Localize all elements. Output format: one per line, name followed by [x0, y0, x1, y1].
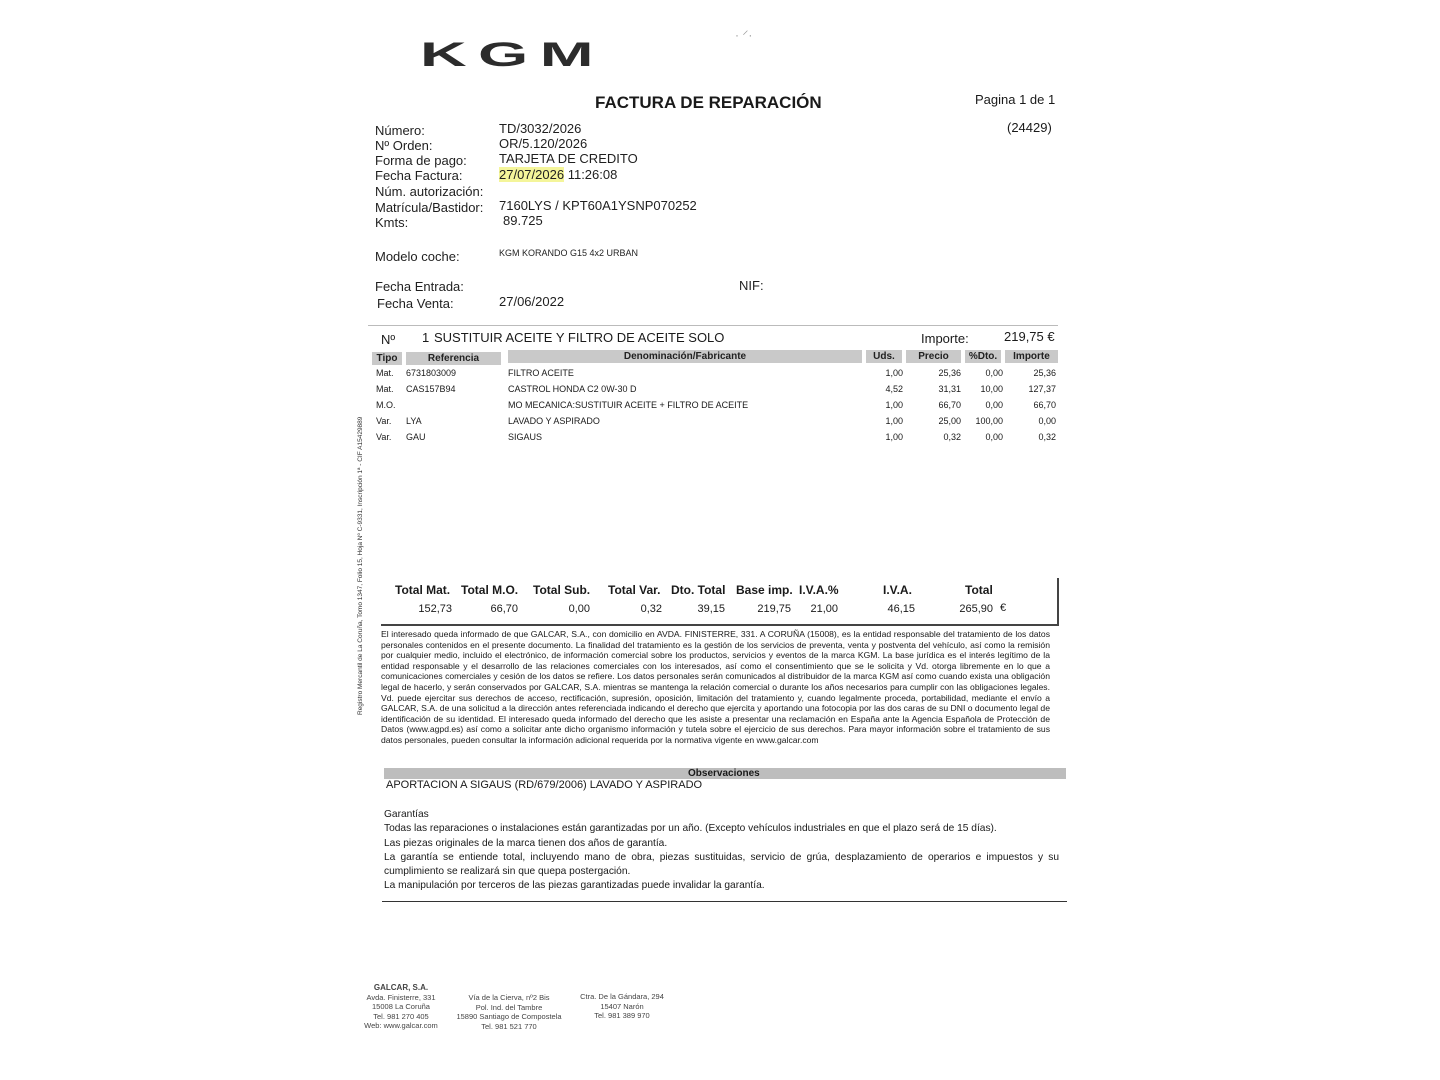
guarantee-line: Todas las reparaciones o instalaciones están garantizadas por un año. (Excepto vehículos industriales en que el plazo será de 15 días). [384, 823, 997, 835]
cell-uds: 1,00 [885, 432, 903, 442]
modelo-label: Modelo coche: [375, 249, 460, 264]
orden-value: OR/5.120/2026 [499, 136, 588, 151]
venta-label: Fecha Venta: [377, 296, 454, 311]
cell-tipo: Mat. [376, 384, 394, 394]
cell-dto: 0,00 [985, 432, 1003, 442]
cell-importe: 0,00 [1038, 416, 1056, 426]
cell-denominacion: FILTRO ACEITE [508, 368, 574, 378]
footer-line: Vía de la Cierva, nº2 Bis [468, 993, 550, 1002]
cell-dto: 0,00 [985, 368, 1003, 378]
forma-pago-value: TARJETA DE CREDITO [499, 151, 638, 166]
table-row [375, 432, 1065, 448]
iva-pct-value: 21,00 [810, 603, 838, 615]
matricula-label: Matrícula/Bastidor: [375, 200, 484, 215]
cell-tipo: Var. [376, 432, 392, 442]
totals-right-border [1057, 578, 1059, 626]
matricula-value: 7160LYS / KPT60A1YSNP070252 [499, 198, 697, 213]
col-dto: %Dto. [965, 350, 1001, 363]
dto-total-label: Dto. Total [671, 583, 726, 597]
orden-label: Nº Orden: [375, 138, 433, 153]
guarantees-title: Garantías [384, 809, 429, 820]
footer-company: GALCAR, S.A. [373, 983, 429, 992]
cell-importe: 0,32 [1038, 432, 1056, 442]
operation-description: SUSTITUIR ACEITE Y FILTRO DE ACEITE SOLO [434, 330, 725, 345]
cell-precio: 0,32 [943, 432, 961, 442]
iva-value: 46,15 [887, 603, 915, 615]
cell-uds: 1,00 [885, 416, 903, 426]
operation-importe-label: Importe: [921, 331, 969, 346]
fecha-label: Fecha Factura: [375, 168, 463, 183]
legal-notice: El interesado queda informado de que GALCAR, S.A., con domicilio en AVDA. FINISTERRE, 331. A CORUÑA (15008), es la entidad responsable del tratamiento de los datos personales contenidos en el presente documento. La finalidad del tratamiento es la gestión de los servicios de preventa, venta y postventa del vehículo, así como la remisión por cualquier medio, incluido el electrónico, de información comercial sobre los productos, servicios y eventos de la marca KGM. La base jurídica es el interés legítimo de la entidad responsable y el desarrollo de las relaciones comerciales con los interesados, así como el consentimiento que se le solicita y Vd. otorga libremente en lo que a comunicaciones comerciales y cesión de los datos se refiere. Los datos personales serán comunicados al distribuidor de la marca KGM así como cuando exista una obligación legal de hacerlo, y serán conservados por GALCAR, S.A. mientras se mantenga la relación comercial o durante los años necesarios para cumplir con las obligaciones legales. Vd. puede ejercitar sus derechos de acceso, rectificación, supresión, oposición, limitación del tratamiento y, cuando legalmente proceda, portabilidad, mediante el envío a GALCAR, S.A. de una solicitud a la dirección antes referenciada indicando el derecho que ejercita y aportando una fotocopia por las dos caras de su DNI o documento legal de identificación de su identidad. El interesado queda informado del derecho que les asiste a presentar una reclamación en España ante la Agencia Española de Protección de Datos (www.agpd.es) así como a solicitar ante dicho organismo información y tutela sobre el ejercicio de sus derechos. Para mayor información sobre el tratamiento de sus datos personales, pueden consultar la información adicional requerida por la normativa vigente en www.galcar.com [381, 629, 1050, 745]
base-imp-value: 219,75 [757, 603, 791, 615]
venta-value: 27/06/2022 [499, 294, 565, 309]
cell-denominacion: CASTROL HONDA C2 0W-30 D [508, 384, 637, 394]
nif-label: NIF: [739, 278, 764, 293]
cell-importe: 66,70 [1033, 400, 1056, 410]
footer-line: Pol. Ind. del Tambre [475, 1002, 543, 1012]
cell-denominacion: MO MECANICA:SUSTITUIR ACEITE + FILTRO DE ACEITE [508, 400, 749, 410]
total-sub-label: Total Sub. [533, 583, 591, 597]
footer-line: Avda. Finisterre, 331 [366, 992, 436, 1002]
col-uds: Uds. [866, 350, 902, 363]
fecha-time: 11:26:08 [567, 167, 618, 182]
iva-label: I.V.A. [883, 583, 912, 597]
cell-precio: 25,36 [938, 368, 961, 378]
footer-line: Tel. 981 270 405 [373, 1011, 429, 1021]
numero-label: Número: [375, 123, 425, 138]
table-row [375, 368, 1065, 384]
total-mo-value: 66,70 [490, 603, 518, 615]
observations-title: Observaciones [688, 768, 760, 779]
dto-total-value: 39,15 [697, 603, 725, 615]
col-referencia: Referencia [406, 352, 501, 365]
cell-importe: 25,36 [1033, 368, 1056, 378]
total-mat-label: Total Mat. [395, 583, 451, 597]
total-currency: € [1000, 602, 1007, 614]
page-indicator: Pagina 1 de 1 [975, 92, 1056, 107]
observations-text: APORTACION A SIGAUS (RD/679/2006) LAVADO Y ASPIRADO [386, 779, 703, 791]
iva-pct-label: I.V.A.% [799, 583, 839, 597]
col-denominacion: Denominación/Fabricante [508, 350, 862, 363]
cell-precio: 25,00 [938, 416, 961, 426]
entrada-label: Fecha Entrada: [375, 279, 464, 294]
footer-naron-office [574, 992, 670, 1021]
cell-importe: 127,37 [1028, 384, 1056, 394]
table-row [375, 416, 1065, 432]
total-var-label: Total Var. [608, 583, 661, 597]
cell-referencia: GAU [406, 432, 426, 442]
total-mat-value: 152,73 [418, 603, 452, 615]
cell-uds: 1,00 [885, 400, 903, 410]
cell-denominacion: LAVADO Y ASPIRADO [508, 416, 600, 426]
footer-line: 15890 Santiago de Compostela [456, 1012, 562, 1022]
cell-precio: 66,70 [938, 400, 961, 410]
footer-line: Tel. 981 389 970 [594, 1011, 650, 1021]
cell-denominacion: SIGAUS [508, 432, 543, 442]
footer-line: Tel. 981 521 770 [481, 1021, 537, 1031]
footer-main-office [358, 983, 444, 1031]
guarantees-section [384, 808, 1059, 894]
operation-number: 1 [422, 330, 430, 345]
total-mo-label: Total M.O. [461, 583, 519, 597]
cell-referencia: 6731803009 [406, 368, 457, 378]
col-precio: Precio [906, 350, 961, 363]
guarantees-bottom-rule [382, 901, 1067, 902]
table-row [375, 400, 1065, 416]
kmts-label: Kmts: [375, 215, 409, 230]
kgm-logo: KGM [420, 36, 605, 74]
operation-importe-value: 219,75 € [1004, 329, 1055, 344]
fecha-date: 27/07/2026 [499, 167, 565, 182]
total-label: Total [965, 583, 993, 597]
modelo-value: KGM KORANDO G15 4x2 URBAN [499, 248, 639, 258]
scan-mark: · ⸍· [735, 28, 753, 42]
operation-no-label: Nº [381, 332, 396, 347]
document-title: FACTURA DE REPARACIÓN [595, 93, 822, 112]
cell-dto: 100,00 [975, 416, 1003, 426]
fecha-value [499, 167, 617, 182]
autorizacion-label: Núm. autorización: [375, 184, 484, 199]
col-tipo: Tipo [372, 352, 402, 365]
totals-bottom-border [381, 624, 1059, 626]
cell-referencia: LYA [406, 416, 422, 426]
cell-tipo: Var. [376, 416, 392, 426]
total-value: 265,90 [959, 603, 993, 615]
document-id: (24429) [1007, 120, 1052, 135]
cell-tipo: Mat. [376, 368, 394, 378]
footer-santiago-office [451, 993, 567, 1031]
cell-dto: 0,00 [985, 400, 1003, 410]
cell-uds: 4,52 [885, 384, 903, 394]
cell-precio: 31,31 [938, 384, 961, 394]
footer-line: 15407 Narón [600, 1001, 644, 1011]
guarantee-line: La manipulación por terceros de las piezas garantizadas puede invalidar la garantía. [384, 880, 765, 892]
cell-referencia: CAS157B94 [406, 384, 456, 394]
kmts-value: 89.725 [503, 213, 543, 228]
total-sub-value: 0,00 [568, 603, 590, 615]
guarantee-line: Las piezas originales de la marca tienen dos años de garantía. [384, 837, 668, 849]
base-imp-label: Base imp. [736, 583, 793, 597]
forma-pago-label: Forma de pago: [375, 153, 467, 168]
footer-line: Ctra. De la Gándara, 294 [580, 992, 664, 1001]
cell-uds: 1,00 [885, 368, 903, 378]
cell-dto: 10,00 [980, 384, 1003, 394]
registry-side-text: Registro Mercantil de La Coruña, Tomo 1347, Folio 15, Hoja Nº C-9331, Inscripción 1ª - CIF A15429889 [357, 416, 364, 715]
guarantee-line: La garantía se entiende total, incluyendo mano de obra, piezas sustituidas, servicio de grúa, desplazamiento de operarios e impuestos y su cumplimiento se realizará sin que quepa postergación. [384, 851, 1059, 878]
total-var-value: 0,32 [640, 603, 662, 615]
col-importe: Importe [1005, 350, 1058, 363]
operation-top-rule [368, 325, 1058, 326]
footer-line: Web: www.galcar.com [364, 1021, 438, 1031]
cell-tipo: M.O. [376, 400, 396, 410]
numero-value: TD/3032/2026 [499, 121, 582, 136]
footer-line: 15008 La Coruña [372, 1002, 430, 1012]
table-row [375, 384, 1065, 400]
